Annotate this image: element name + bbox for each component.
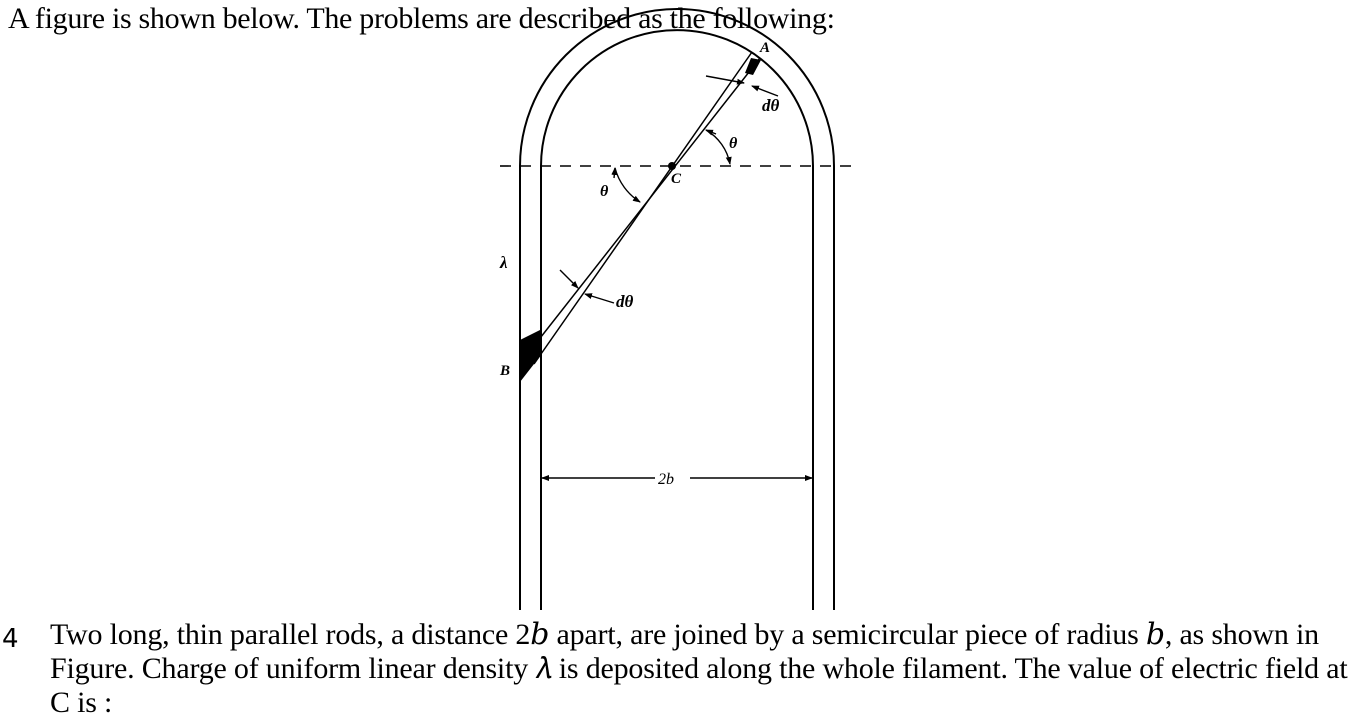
theta-upper-arc [706, 130, 730, 164]
segment-b [520, 330, 541, 382]
label-lambda: λ [500, 253, 508, 272]
problem-number: 4 [2, 624, 19, 654]
dtheta-upper-arrow-right [752, 86, 778, 96]
dtheta-lower-arrow-left [560, 270, 578, 288]
segment-a [745, 58, 761, 75]
problem-text: Two long, thin parallel rods, a distance 2𝑏 apart, are joined by a semicircular piece of radius 𝑏, as shown in Figure. Charge of uniform linear density 𝜆 is deposited along the whole filament. The value of electric field at C is : [50, 618, 1348, 719]
label-theta-lower: θ [600, 183, 609, 200]
dtheta-upper-arrow-left [706, 76, 744, 83]
label-point-a: A [760, 40, 771, 56]
label-theta-upper: θ [729, 135, 738, 152]
point-c-dot [668, 162, 676, 170]
dtheta-lower-arrow-right [585, 294, 614, 303]
label-width: 2b [658, 471, 674, 488]
intro-text: A figure is shown below. The problems are described as the following: [8, 2, 835, 35]
filament-inner [541, 30, 813, 610]
theta-lower-arc [615, 168, 640, 202]
label-dtheta-lower: dθ [616, 292, 634, 311]
filament-outer [520, 9, 834, 610]
label-point-c: C [671, 171, 682, 187]
label-point-b: B [500, 363, 511, 379]
cone-line-2 [534, 52, 752, 364]
theta-lower-arrow-start [614, 168, 615, 178]
label-dtheta-upper: dθ [762, 96, 780, 115]
